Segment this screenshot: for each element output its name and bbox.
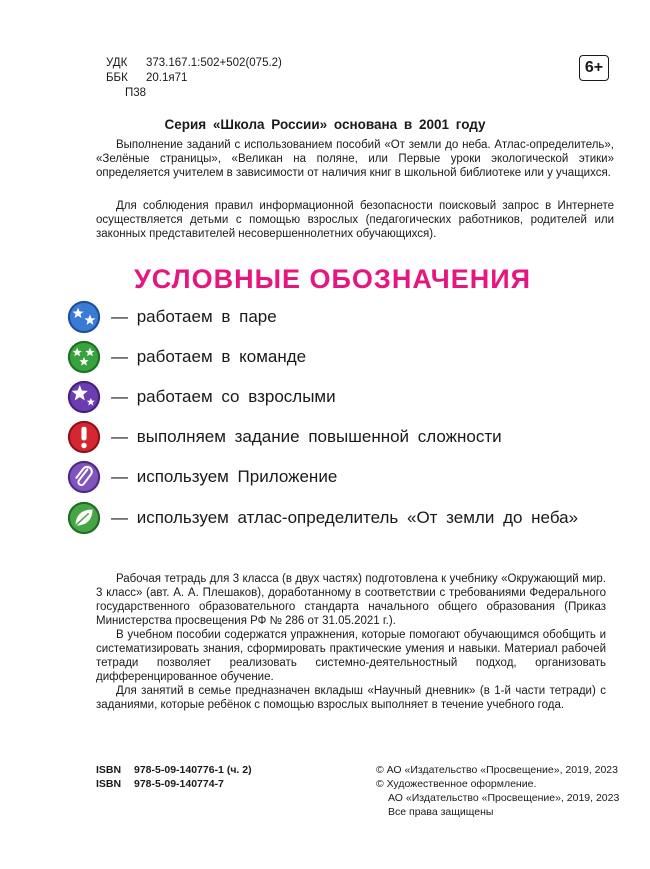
isbn-label: ISBN	[96, 764, 122, 776]
age-rating-badge: 6+	[579, 55, 609, 81]
bbk-value: 20.1я71	[146, 72, 188, 84]
description-paragraph: В учебном пособии содержатся упражнения, которые помогают обучающимся обобщить и систематизировать знания, сформировать практические умения и навыки. Материал рабочей тетради позволяет реализовать системно-деятельностный подход, организовать дифференцированное обучение.	[96, 629, 606, 683]
copyright-line: © АО «Издательство «Просвещение», 2019, 2023	[376, 764, 618, 776]
legend-item-appendix	[67, 460, 337, 494]
legend-item-hard	[67, 420, 502, 454]
legend-item-text: — работаем со взрослыми	[111, 387, 336, 406]
legend-title: УСЛОВНЫЕ ОБОЗНАЧЕНИЯ	[134, 264, 532, 294]
isbn-row	[96, 763, 252, 777]
copyright-line: Все права защищены	[388, 806, 494, 818]
isbn-value: 978-5-09-140774-7	[134, 778, 224, 790]
exclamation-icon	[67, 420, 101, 454]
leaf-icon	[67, 501, 101, 535]
two-stars-icon	[67, 300, 101, 334]
legend-item-text: — работаем в паре	[111, 307, 277, 326]
isbn-row	[96, 777, 252, 791]
description-block	[96, 572, 606, 712]
legend-item-pair	[67, 300, 277, 334]
bibliographic-codes	[106, 56, 282, 101]
udk-value: 373.167.1:502+502(075.2)	[146, 57, 282, 69]
three-stars-icon	[67, 340, 101, 374]
udk-label: УДК	[106, 57, 128, 69]
legend-item-text: — используем Приложение	[111, 467, 338, 486]
intro-paragraph: Для соблюдения правил информационной безопасности поисковый запрос в Интернете осуществляется детьми с помощью взрослых (педагогических работников, родителей или законных представителей несовершеннолетних обучающихся).	[96, 200, 614, 240]
copyright-block	[376, 763, 619, 819]
isbn-block	[96, 763, 252, 791]
paperclip-icon	[67, 460, 101, 494]
author-code: П38	[125, 87, 147, 99]
legend-item-text: — используем атлас-определитель «От земли до неба»	[111, 508, 579, 527]
intro-paragraph: Выполнение заданий с использованием пособий «От земли до неба. Атлас-определитель», «Зелёные страницы», «Великан на поляне, или Первые уроки экологической этики» определяется учителем в зависимости от наличия книг в школьной библиотеке или у учащихся.	[96, 139, 614, 179]
copyright-line: © Художественное оформление.	[376, 778, 537, 790]
description-paragraph: Рабочая тетрадь для 3 класса (в двух частях) подготовлена к учебнику «Окружающий мир. 3 класс» (авт. А. А. Плешаков), доработанному в соответствии с требованиями Федерального государственного образовательного стандарта начального общего образования (Приказ Министерства просвещения РФ № 286 от 31.05.2021 г.).	[96, 573, 606, 627]
legend-item-atlas	[67, 501, 578, 535]
legend-item-text: — работаем в команде	[111, 347, 307, 366]
isbn-value: 978-5-09-140776-1 (ч. 2)	[134, 764, 252, 776]
bbk-row	[106, 71, 282, 86]
udk-row	[106, 56, 282, 71]
bbk-label: ББК	[106, 72, 128, 84]
legend-item-adults	[67, 380, 336, 414]
copyright-line: АО «Издательство «Просвещение», 2019, 2023	[388, 792, 620, 804]
description-paragraph: Для занятий в семье предназначен вкладыш «Научный дневник» (в 1-й части тетради) с заданиями, которые ребёнок с помощью взрослых выполняет в течение учебного года.	[96, 685, 606, 711]
legend-item-team	[67, 340, 306, 374]
big-small-star-icon	[67, 380, 101, 414]
isbn-label: ISBN	[96, 778, 122, 790]
series-line: Серия «Школа России» основана в 2001 году	[164, 117, 486, 132]
legend-item-text: — выполняем задание повышенной сложности	[111, 427, 502, 446]
